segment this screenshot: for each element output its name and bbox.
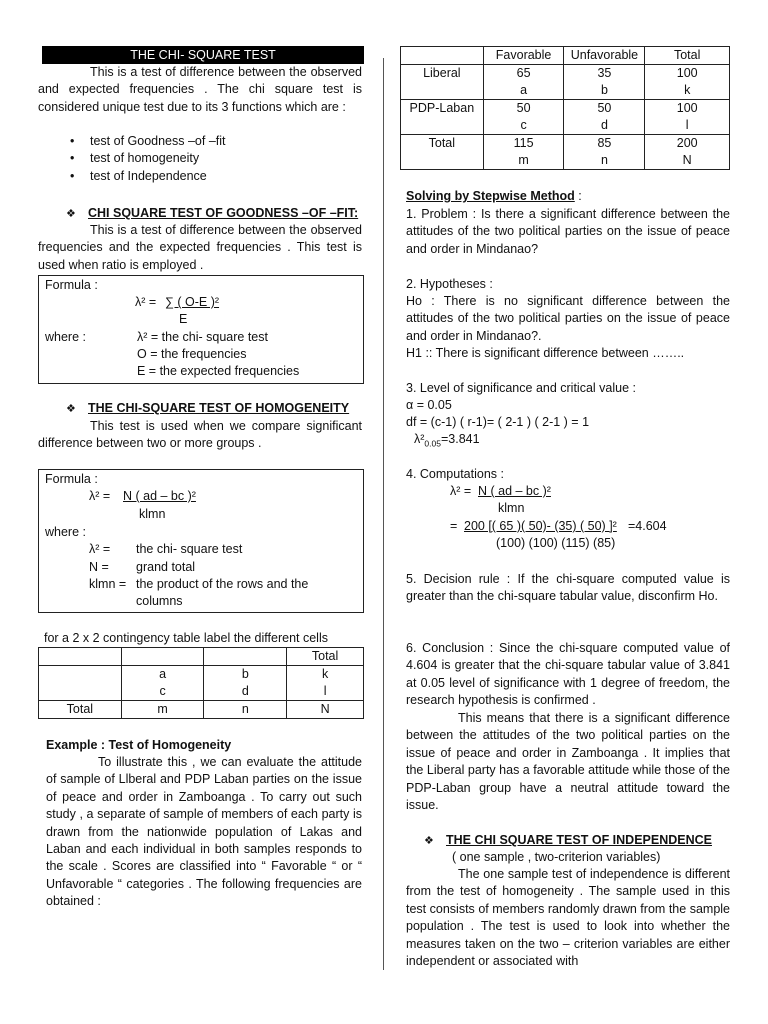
gof-description: This is a test of difference between the observed frequencies and the expected frequencies . This test is used when ratio is employed . <box>38 223 362 272</box>
homogeneity-heading: ❖ THE CHI-SQUARE TEST OF HOMOGENEITY <box>66 400 366 418</box>
definition-symbol: λ² = <box>89 542 111 556</box>
independence-subtitle: ( one sample , two-criterion variables) <box>452 850 661 864</box>
formula-numerator: ∑ ( O-E )² <box>165 295 220 309</box>
table-cell: 65 a <box>483 65 564 100</box>
table-cell: 115 m <box>483 135 564 170</box>
problem-text: 1. Problem : Is there a significant difference between the attitudes of the two political parties on the issue of peace and order in Mindanao? <box>406 207 730 256</box>
diamond-bullet-icon: ❖ <box>66 208 76 220</box>
conclusion: 6. Conclusion : Since the chi-square computed value of 4.604 is greater that the chi-square tabular value of 3.841 at 0.05 level of significance with 1 degree of freedom, the research hypothesis is confirmed . <box>406 641 730 708</box>
table-cell: 100 k <box>645 65 730 100</box>
formula-lhs: λ² = <box>135 295 157 309</box>
independence-heading: ❖ THE CHI SQUARE TEST OF INDEPENDENCE <box>424 832 730 850</box>
formula-label: Formula : <box>45 278 98 292</box>
table-cell: k l <box>287 666 364 701</box>
table-cell: 50 d <box>564 100 645 135</box>
table-cell <box>39 666 122 701</box>
definition-symbol: N = <box>89 560 109 574</box>
degrees-of-freedom: df = (c-1) ( r-1)= ( 2-1 ) ( 2-1 ) = 1 <box>406 415 590 429</box>
definition-text: grand total <box>136 560 196 574</box>
homogeneity-formula-box <box>38 469 364 613</box>
table-cell: N <box>287 701 364 719</box>
formula-denominator: klmn <box>139 507 166 521</box>
functions-list <box>38 133 362 185</box>
computation-numerator: N ( ad – bc )² <box>478 484 551 498</box>
example-heading: Example : Test of Homogeneity <box>46 738 232 752</box>
table-cell <box>401 47 484 65</box>
table-cell: m <box>121 701 204 719</box>
definition: λ² = the chi- square test <box>137 330 268 344</box>
alpha-value: α = 0.05 <box>406 398 452 412</box>
table-row <box>39 648 364 666</box>
where-label: where : <box>45 525 86 539</box>
table-cell: Total <box>401 135 484 170</box>
computation-substituted-numerator: 200 [( 65 )( 50)- (35) ( 50) ]² <box>464 519 617 533</box>
table-cell <box>121 648 204 666</box>
contingency-caption: for a 2 x 2 contingency table label the different cells <box>44 631 328 645</box>
where-label: where : <box>45 330 86 344</box>
computation-denominator: klmn <box>498 501 525 515</box>
definition-text: the chi- square test <box>136 542 243 556</box>
definition: O = the frequencies <box>137 347 247 361</box>
table-row <box>401 65 730 100</box>
hypotheses-title: 2. Hypotheses : <box>406 277 493 291</box>
table-cell: n <box>204 701 287 719</box>
table-cell: PDP-Laban <box>401 100 484 135</box>
computation-equals: = <box>450 519 458 533</box>
table-cell: Liberal <box>401 65 484 100</box>
table-cell: 50 c <box>483 100 564 135</box>
formula-numerator: N ( ad – bc )² <box>123 489 196 503</box>
table-cell: Favorable <box>483 47 564 65</box>
table-cell: 200 N <box>645 135 730 170</box>
example-paragraph: To illustrate this , we can evaluate the attitude of sample of Llberal and PDP Laban parties on the issue of peace and order in Zamboanga . To carry out such study , a separate of sample of members of each party is drawn from the nationwide population of Lakas and Laban and each individual in both samples responds to the scale . Scores are classified into “ Favorable “ or “ Unfavorable “ categories . The following frequencies are obtained : <box>46 755 362 909</box>
gof-heading: ❖ CHI SQUARE TEST OF GOODNESS –OF –FIT: <box>66 205 366 223</box>
definition-text: the product of the rows and the columns <box>136 577 309 608</box>
table-cell: Unfavorable <box>564 47 645 65</box>
diamond-bullet-icon: ❖ <box>66 403 76 415</box>
diamond-bullet-icon: ❖ <box>424 835 434 847</box>
table-cell: b d <box>204 666 287 701</box>
computations-title: 4. Computations : <box>406 467 504 481</box>
definition: E = the expected frequencies <box>137 364 300 378</box>
formula-lhs: λ² = <box>89 489 111 503</box>
significance-title: 3. Level of significance and critical value : <box>406 381 636 395</box>
computation-lhs: λ² = <box>450 484 472 498</box>
gof-formula-box <box>38 275 364 384</box>
list-item: • test of homogeneity <box>38 150 362 167</box>
table-cell: a c <box>121 666 204 701</box>
solving-heading: Solving by Stepwise Method : <box>406 189 582 203</box>
table-row <box>401 135 730 170</box>
section-title-bar: THE CHI- SQUARE TEST <box>42 46 364 64</box>
formula-label: Formula : <box>45 472 98 486</box>
alt-hypothesis: H1 :: There is significant difference between …….. <box>406 346 685 360</box>
homogeneity-description: This test is used when we compare significant difference between two or more groups . <box>38 419 362 451</box>
table-cell <box>204 648 287 666</box>
definition-symbol: klmn = <box>89 577 127 591</box>
frequency-table <box>400 46 730 170</box>
table-cell: 35 b <box>564 65 645 100</box>
table-cell: Total <box>39 701 122 719</box>
list-item: • test of Independence <box>38 168 362 185</box>
table-cell: 85 n <box>564 135 645 170</box>
table-cell: Total <box>287 648 364 666</box>
null-hypothesis: Ho : There is no significant difference between the attitudes of the two political parties on the issue of peace and order in Mindanao?. <box>406 294 730 343</box>
table-cell: 100 l <box>645 100 730 135</box>
table-cell: Total <box>645 47 730 65</box>
table-cell <box>39 648 122 666</box>
formula-denominator: E <box>179 312 188 326</box>
contingency-table <box>38 647 364 719</box>
computation-result: =4.604 <box>628 519 667 533</box>
list-item: • test of Goodness –of –fit <box>38 133 362 150</box>
conclusion-meaning: This means that there is a significant difference between the attitudes of the two political parties on the issue of peace and order in Zamboanga . It implies that the Liberal party has a favorable attitude while those of the PDP-Laban group have a neutral attitude toward the issue. <box>406 711 730 813</box>
table-row <box>39 701 364 719</box>
table-row <box>401 47 730 65</box>
column-divider <box>383 58 384 970</box>
computation-substituted-denominator: (100) (100) (115) (85) <box>496 536 616 550</box>
independence-paragraph: The one sample test of independence is different from the test of homogeneity . The sample used in this test consists of members randomly drawn from the sample population . The test is used to look into whether the measures taken on the two – criterion variables are either independent or associated with <box>406 867 730 969</box>
critical-value: $\lambda^2_{0.05}=3.841$ <box>414 432 480 449</box>
decision-rule: 5. Decision rule : If the chi-square computed value is greater than the chi-square tabular value, disconfirm Ho. <box>406 572 730 604</box>
table-row <box>401 100 730 135</box>
intro-paragraph: This is a test of difference between the observed and expected frequencies . The chi square test is considered unique test due to its 3 functions which are : <box>38 65 362 114</box>
